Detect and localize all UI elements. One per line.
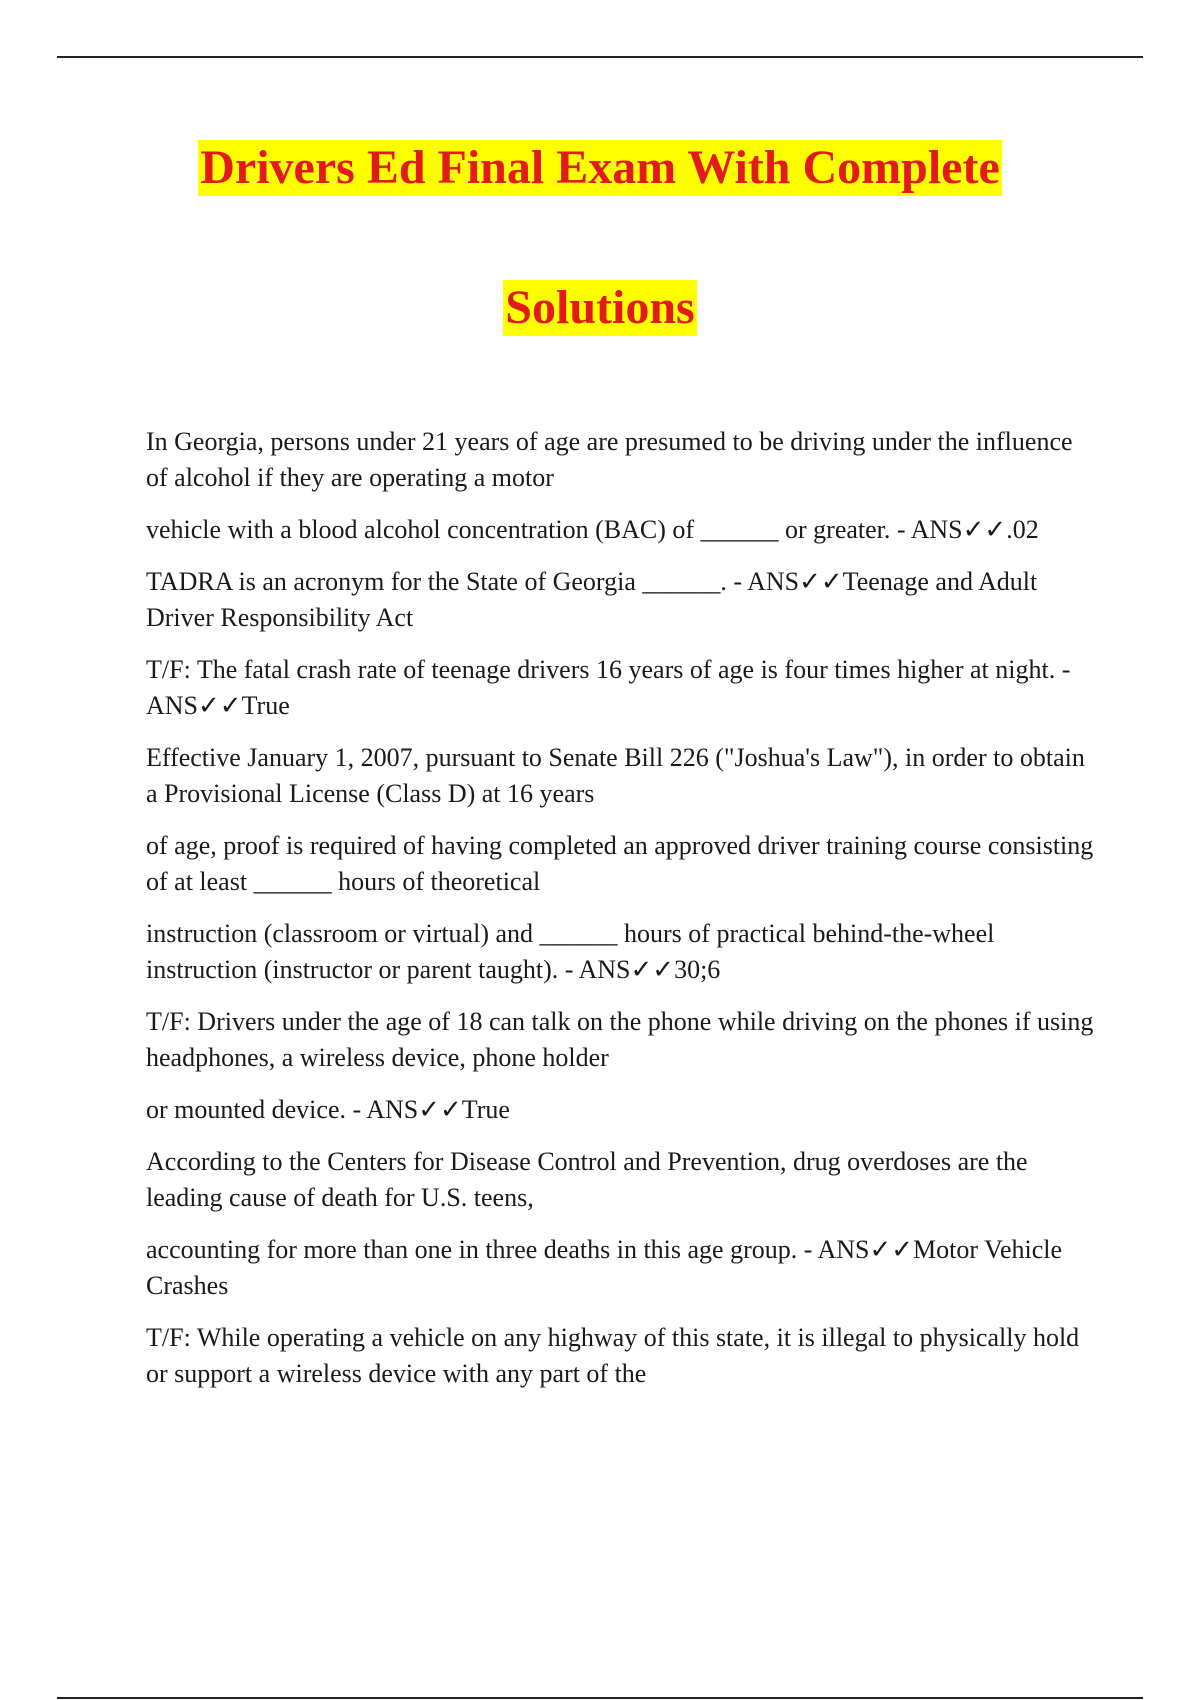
paragraph: accounting for more than one in three deaths in this age group. - ANS✓✓Motor Vehicle Crashes: [146, 1235, 1063, 1300]
top-rule: [57, 56, 1143, 58]
paragraph: of age, proof is required of having completed an approved driver training course consisting of at least ______ hours of theoretical: [146, 831, 1094, 896]
paragraph: T/F: The fatal crash rate of teenage drivers 16 years of age is four times higher at night. - ANS✓✓True: [146, 655, 1071, 720]
paragraph: instruction (classroom or virtual) and ______ hours of practical behind-the-wheel instruction (instructor or parent taught). - ANS✓✓30;6: [146, 919, 995, 984]
paragraph: or mounted device. - ANS✓✓True: [146, 1095, 510, 1124]
paragraph: In Georgia, persons under 21 years of age are presumed to be driving under the influence of alcohol if they are operating a motor: [146, 427, 1073, 492]
title-line-2: Solutions: [505, 281, 695, 334]
bottom-rule: [57, 1697, 1143, 1699]
document-title: [0, 140, 1200, 336]
paragraph: TADRA is an acronym for the State of Georgia ______. - ANS✓✓Teenage and Adult Driver Responsibility Act: [146, 567, 1038, 632]
paragraph: T/F: While operating a vehicle on any highway of this state, it is illegal to physically hold or support a wireless device with any part of the: [146, 1323, 1080, 1388]
paragraph: vehicle with a blood alcohol concentration (BAC) of ______ or greater. - ANS✓✓.02: [146, 515, 1039, 544]
document-body: [146, 424, 1096, 1408]
paragraph: T/F: Drivers under the age of 18 can talk on the phone while driving on the phones if using headphones, a wireless device, phone holder: [146, 1007, 1094, 1072]
title-line-1: Drivers Ed Final Exam With Complete: [200, 141, 1000, 194]
paragraph: According to the Centers for Disease Control and Prevention, drug overdoses are the leading cause of death for U.S. teens,: [146, 1147, 1028, 1212]
paragraph: Effective January 1, 2007, pursuant to Senate Bill 226 ("Joshua's Law"), in order to obtain a Provisional License (Class D) at 16 years: [146, 743, 1085, 808]
